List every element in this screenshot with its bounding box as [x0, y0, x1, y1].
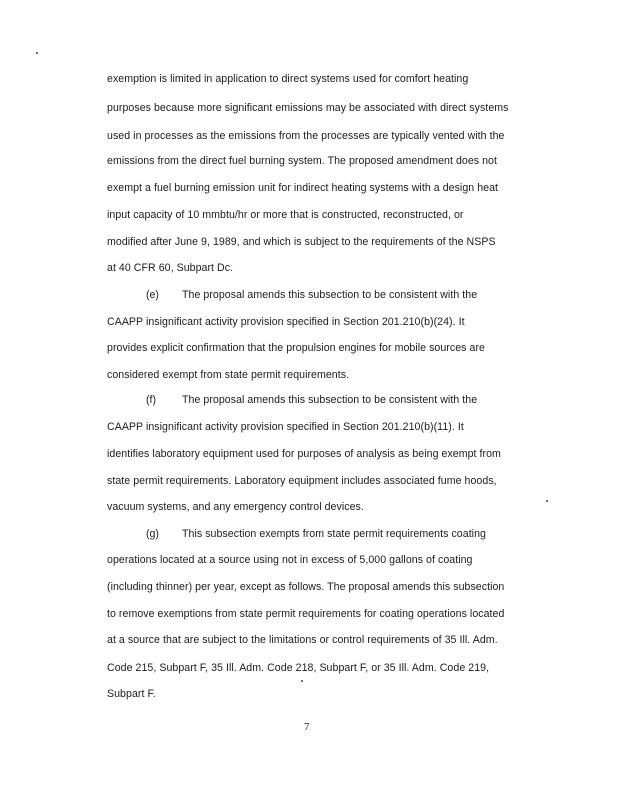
scan-speck: [546, 500, 548, 502]
text-line: used in processes as the emissions from the processes are typically vented with the: [107, 130, 505, 142]
text-line: Subpart F.: [107, 688, 156, 700]
text-line: CAAPP insignificant activity provision specified in Section 201.210(b)(11). It: [107, 421, 464, 433]
text-line: at 40 CFR 60, Subpart Dc.: [107, 262, 234, 274]
scan-speck: [301, 680, 303, 682]
text-line: state permit requirements. Laboratory equipment includes associated fume hoods,: [107, 475, 497, 487]
text-line: exempt a fuel burning emission unit for indirect heating systems with a design heat: [107, 182, 499, 194]
page-number: 7: [304, 721, 310, 733]
text-line: CAAPP insignificant activity provision specified in Section 201.210(b)(24). It: [107, 316, 465, 328]
text-line: (including thinner) per year, except as follows. The proposal amends this subsection: [107, 581, 505, 593]
text-line: provides explicit confirmation that the propulsion engines for mobile sources are: [107, 342, 485, 354]
paragraph-label: (e): [146, 289, 159, 301]
paragraph-label: (f): [146, 394, 156, 406]
text-line: exemption is limited in application to direct systems used for comfort heating: [107, 73, 469, 85]
text-line: emissions from the direct fuel burning system. The proposed amendment does not: [107, 155, 497, 167]
text-line: This subsection exempts from state permit requirements coating: [182, 528, 486, 540]
text-line: The proposal amends this subsection to be consistent with the: [182, 394, 478, 406]
text-line: vacuum systems, and any emergency control devices.: [107, 501, 364, 513]
text-line: Code 215, Subpart F, 35 Ill. Adm. Code 218, Subpart F, or 35 Ill. Adm. Code 219,: [107, 662, 490, 674]
text-line: to remove exemptions from state permit requirements for coating operations located: [107, 608, 505, 620]
text-line: modified after June 9, 1989, and which is subject to the requirements of the NSPS: [107, 236, 496, 248]
text-line: identifies laboratory equipment used for purposes of analysis as being exempt from: [107, 448, 501, 460]
text-line: at a source that are subject to the limitations or control requirements of 35 Ill. Adm.: [107, 634, 498, 646]
text-line: operations located at a source using not in excess of 5,000 gallons of coating: [107, 554, 473, 566]
text-line: purposes because more significant emissions may be associated with direct systems: [107, 102, 509, 114]
text-line: The proposal amends this subsection to be consistent with the: [182, 289, 478, 301]
text-line: input capacity of 10 mmbtu/hr or more that is constructed, reconstructed, or: [107, 209, 464, 221]
paragraph-label: (g): [146, 528, 159, 540]
text-line: considered exempt from state permit requirements.: [107, 369, 350, 381]
scan-speck: [36, 52, 38, 54]
